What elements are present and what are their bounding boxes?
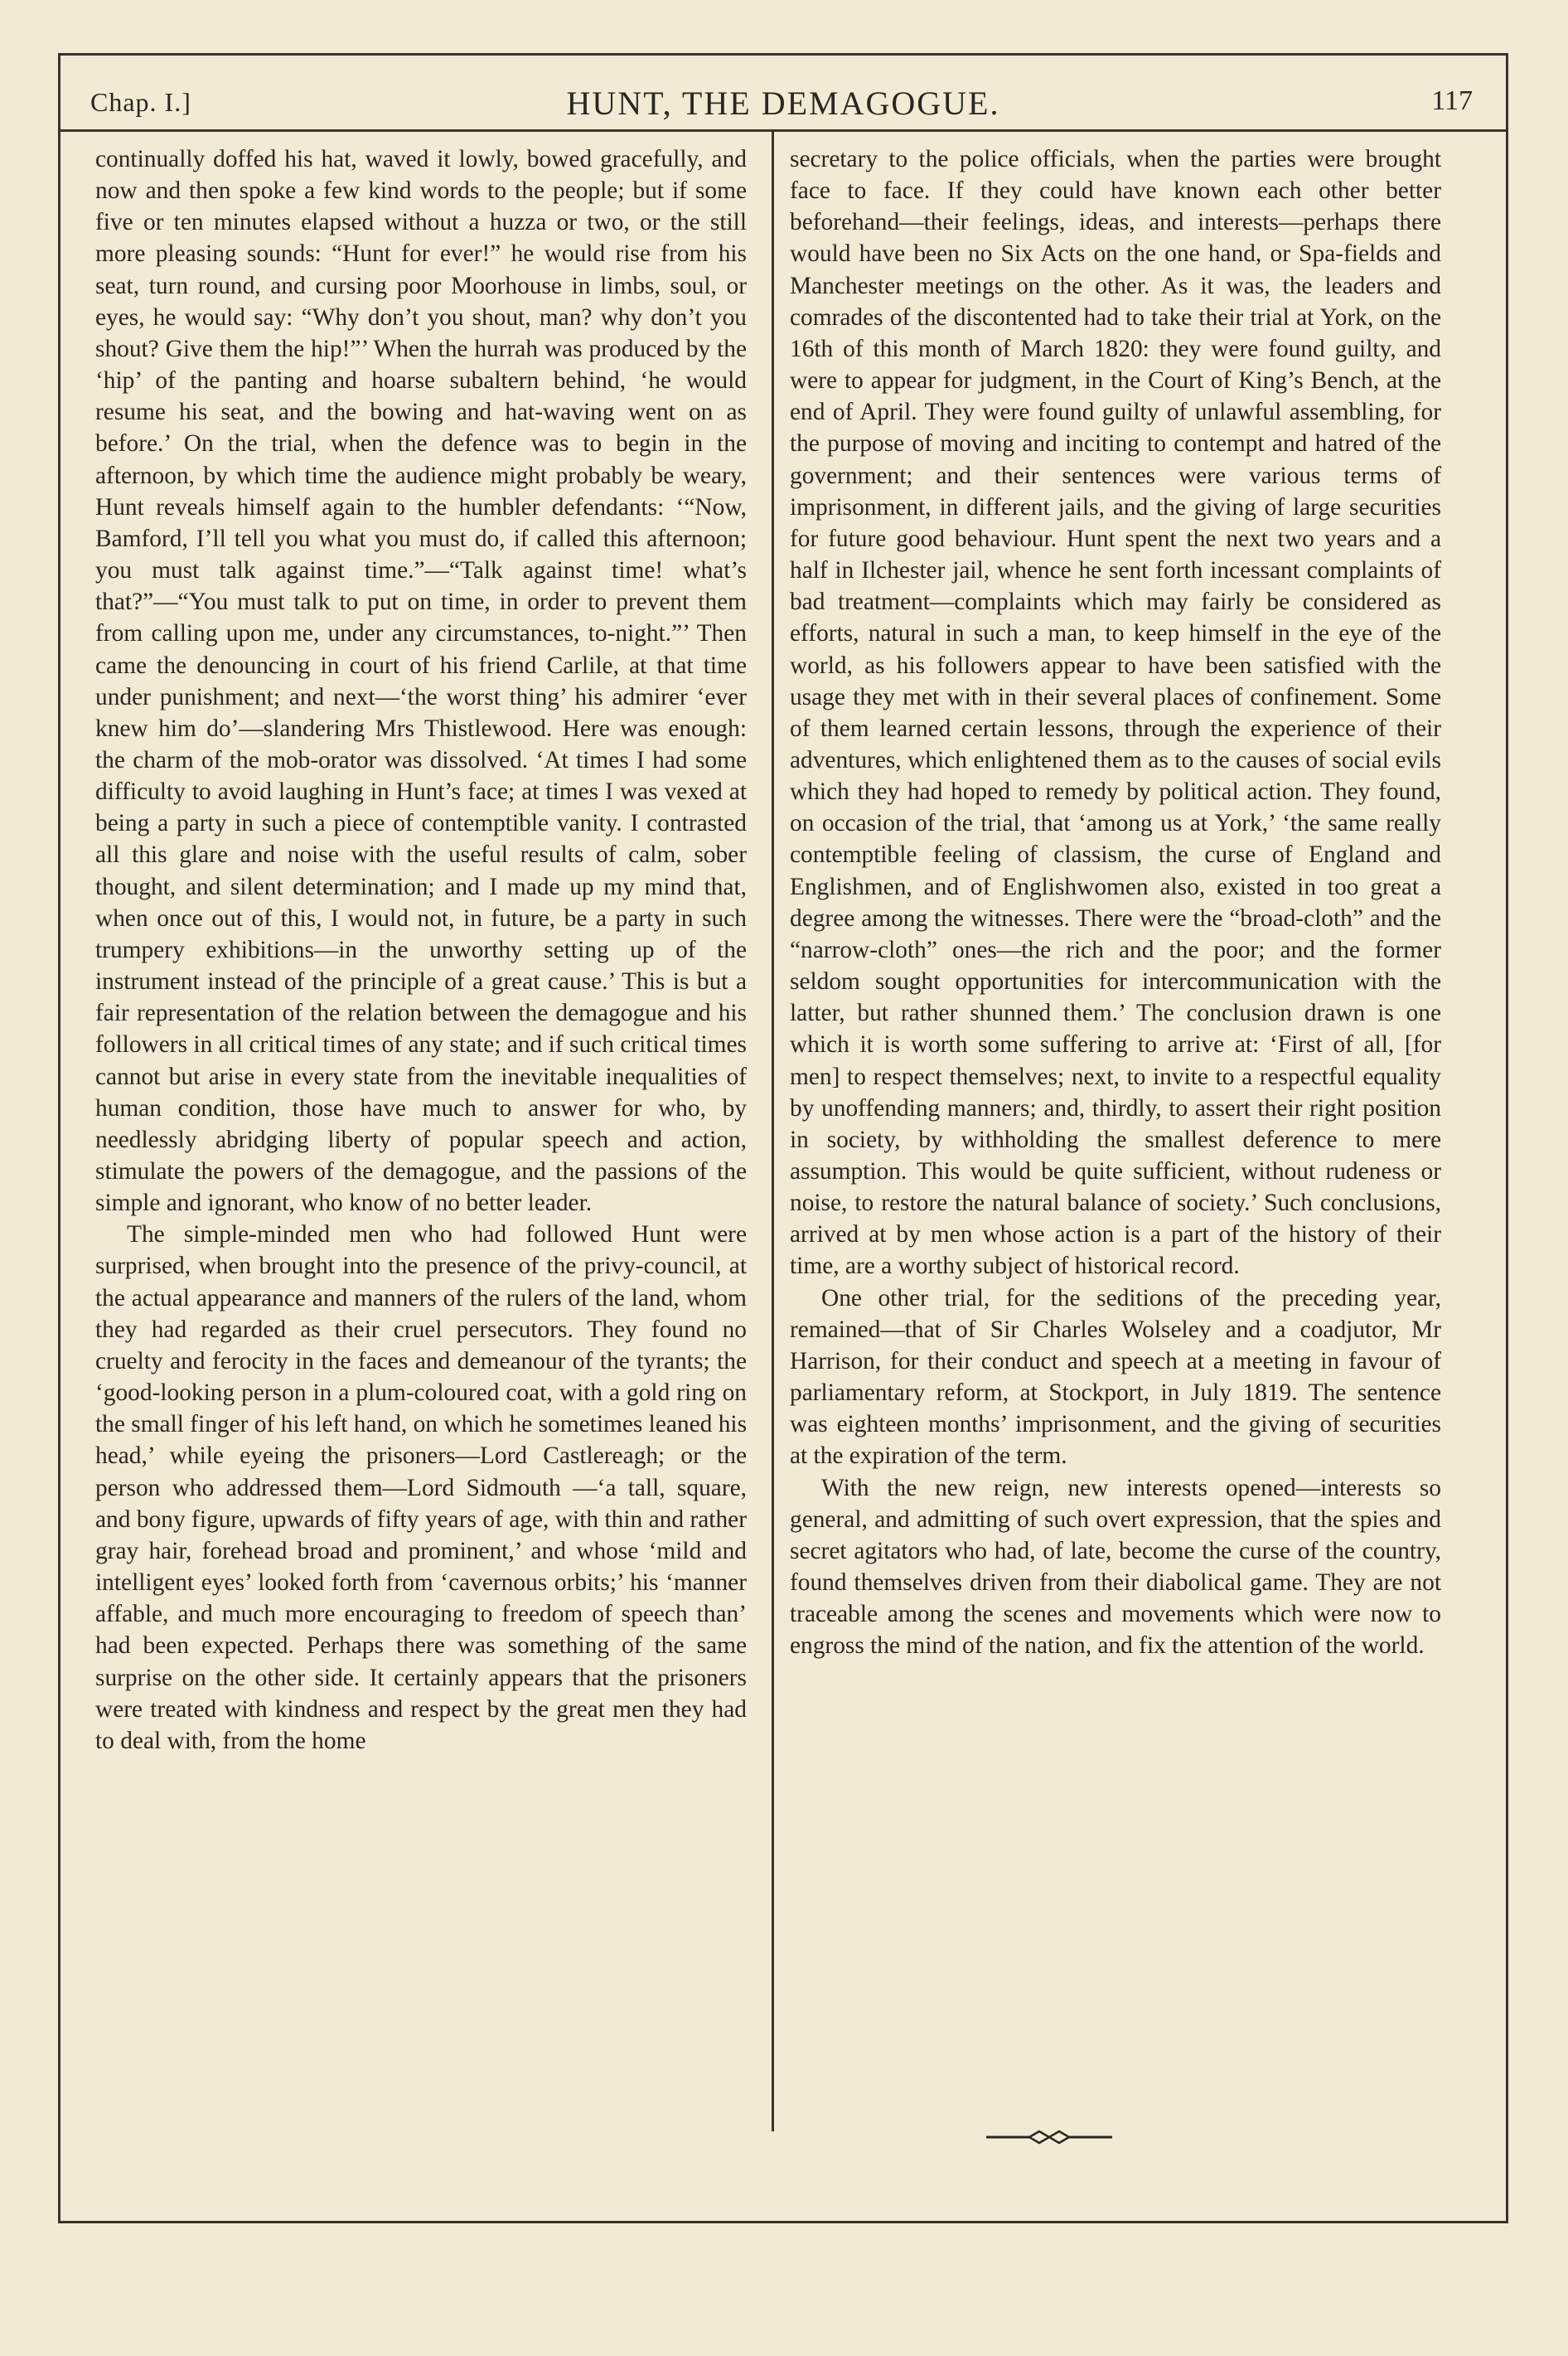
right-paragraph-2: One other trial, for the seditions of the preceding year, remained—that of Sir Charles Wolseley and a coadjutor, Mr Harrison, for their conduct and speech at a meeting in favour of parliamentary reform, at Stockport, in July 1819. The sentence was eighteen months’ imprisonment, and the giving of securities at the expiration of the term. — [790, 1284, 1441, 1470]
left-column — [95, 143, 747, 1757]
right-paragraph-3: With the new reign, new interests opened—interests so general, and admitting of such overt expression, that the spies and secret agitators who had, of late, become the curse of the country, found themselves driven from their diabolical game. They are not traceable among the scenes and movements which were now to engross the mind of the nation, and fix the attention of the world. — [790, 1474, 1441, 1660]
running-header — [60, 56, 1506, 132]
end-ornament — [986, 2127, 1127, 2147]
right-column — [790, 143, 1441, 1662]
left-paragraph-2: The simple-minded men who had followed Hunt were surprised, when brought into the presence of the privy-council, at the actual appearance and manners of the rulers of the land, whom they had regarded as their cruel persecutors. They found no cruelty and ferocity in the faces and demeanour of the tyrants; the ‘good-looking person in a plum-coloured coat, with a gold ring on the small finger of his left hand, on which he sometimes leaned his head,’ while eyeing the prisoners—Lord Castlereagh; or the person who addressed them—Lord Sidmouth —‘a tall, square, and bony figure, upwards of fifty years of age, with thin and rather gray hair, forehead broad and prominent,’ and whose ‘mild and intelligent eyes’ looked forth from ‘cavernous orbits;’ his ‘manner affable, and much more encouraging to freedom of speech than’ had been expected. Perhaps there was something of the same surprise on the other side. It certainly appears that the prisoners were treated with kindness and respect by the great men they had to deal with, from the home — [95, 1221, 748, 1754]
page-number: 117 — [1431, 85, 1473, 116]
page-frame — [58, 53, 1508, 2223]
column-divider — [772, 132, 774, 2131]
chapter-label: Chap. I.] — [90, 87, 191, 117]
running-title: HUNT, THE DEMAGOGUE. — [566, 85, 1000, 122]
left-paragraph-1: continually doffed his hat, waved it lowly, bowed gracefully, and now and then spoke a few kind words to the people; but if some five or ten minutes elapsed without a huzza or two, or the still more pleasing sounds: “Hunt for ever!” he would rise from his seat, turn round, and cursing poor Moorhouse in limbs, soul, or eyes, he would say: “Why don’t you shout, man? why don’t you shout? Give them the hip!”’ When the hurrah was produced by the ‘hip’ of the panting and hoarse subaltern behind, ‘he would resume his seat, and the bowing and hat-waving went on as before.’ On the trial, when the defence was to begin in the afternoon, by which time the audience might probably be weary, Hunt reveals himself again to the humbler defendants: ‘“Now, Bamford, I’ll tell you what you must do, if called this afternoon; you must talk against time.”—“Talk against time! what’s that?”—“You must talk to put on time, in order to prevent them from calling upon me, under any circumstances, to-night.”’ Then came the denouncing in court of his friend Carlile, at that time under punishment; and next—‘the worst thing’ his admirer ‘ever knew him do’—slandering Mrs Thistlewood. Here was enough: the charm of the mob-orator was dissolved. ‘At times I had some difficulty to avoid laughing in Hunt’s face; at times I was vexed at being a party in such a piece of contemptible vanity. I contrasted all this glare and noise with the useful results of calm, sober thought, and silent determination; and I made up my mind that, when once out of this, I would not, in future, be a party in such trumpery exhibitions—in the unworthy setting up of the instrument instead of the principle of a great cause.’ This is but a fair representation of the relation between the demagogue and his followers in all critical times of any state; and if such critical times cannot but arise in every state from the inevitable inequalities of human condition, those have much to answer for who, by needlessly abridging liberty of popular speech and action, stimulate the powers of the demagogue, and the passions of the simple and ignorant, who know of no better leader. — [95, 146, 747, 1217]
right-paragraph-1: secretary to the police officials, when the parties were brought face to face. If they could have known each other better beforehand—their feelings, ideas, and interests—perhaps there would have been no Six Acts on the one hand, or Spa-fields and Manchester meetings on the other. As it was, the leaders and comrades of the discontented had to take their trial at York, on the 16th of this month of March 1820: they were found guilty, and were to appear for judgment, in the Court of King’s Bench, at the end of April. They were found guilty of unlawful assembling, for the purpose of moving and inciting to contempt and hatred of the government; and their sentences were various terms of imprisonment, in different jails, and the giving of large securities for future good behaviour. Hunt spent the next two years and a half in Ilchester jail, whence he sent forth incessant complaints of bad treatment—complaints which may fairly be considered as efforts, natural in such a man, to keep himself in the eye of the world, as his followers appear to have been satisfied with the usage they met with in their several places of confinement. Some of them learned certain lessons, through the experience of their adventures, which enlightened them as to the causes of social evils which they had hoped to remedy by political action. They found, on occasion of the trial, that ‘among us at York,’ ‘the same really contemptible feeling of classism, the curse of England and Englishmen, and of Englishwomen also, existed in too great a degree among the witnesses. There were the “broad-cloth” and the “narrow-cloth” ones—the rich and the poor; and the former seldom sought opportunities for intercommunication with the latter, but rather shunned them.’ The conclusion drawn is one which it is worth some suffering to arrive at: ‘First of all, [for men] to respect themselves; next, to invite to a respectful equality by unoffending manners; and, thirdly, to assert their right position in society, by withholding the smallest deference to mere assumption. This would be quite sufficient, without rudeness or noise, to restore the natural balance of society.’ Such conclusions, arrived at by men whose action is a part of the history of their time, are a worthy subject of historical record. — [790, 146, 1441, 1280]
